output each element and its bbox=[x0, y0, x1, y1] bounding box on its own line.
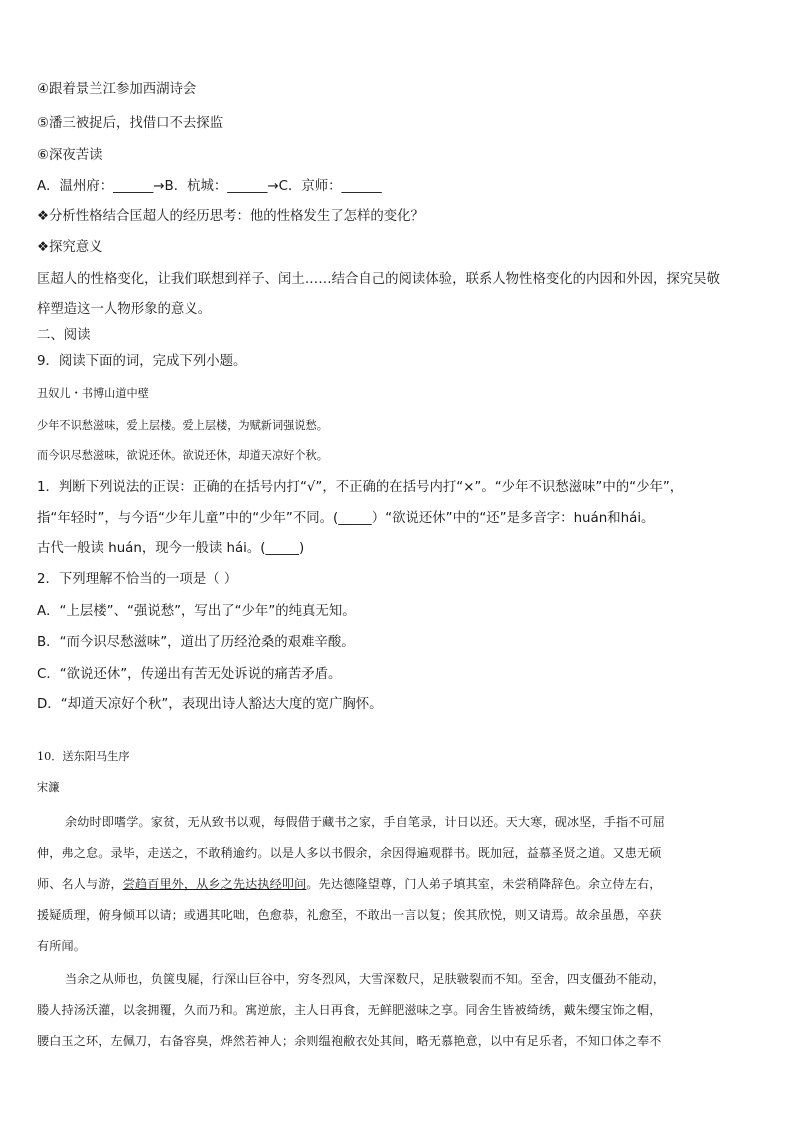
poem-title: 丑奴儿・书博山道中壁 bbox=[37, 387, 149, 400]
explore-paragraph-line: 匡超人的性格变化，让我们联想到祥子、闰土……结合自己的阅读体验，联系人物性格变化的内因和外因，探究吴敬 bbox=[37, 272, 720, 287]
option-d: D．“却道天凉好个秋”，表现出诗人豁达大度的宽广胸怀。 bbox=[37, 697, 383, 712]
analysis-prompt: ❖分析性格结合匡超人的经历思考：他的性格发生了怎样的变化？ bbox=[37, 209, 424, 224]
subquestion-2: 2．下列理解不恰当的一项是（ ） bbox=[37, 572, 238, 587]
list-item-4: ④跟着景兰江参加西湖诗会 bbox=[37, 82, 197, 97]
essay-text: 师、名人与游， bbox=[37, 877, 123, 891]
route-line: A．温州府：______→B．杭城：______→C．京师：______ bbox=[37, 179, 382, 194]
list-item-6: ⑥深夜苦读 bbox=[37, 148, 103, 163]
author-name: 宋濂 bbox=[37, 781, 60, 794]
essay-line: 媵人持汤沃灌，以衾拥覆，久而乃和。寓逆旅，主人日再食，无鲜肥滋味之享。同舍生皆被绮绣，戴朱缨宝饰之帽， bbox=[37, 1003, 662, 1017]
option-c: C．“欲说还休”，传递出有苦无处诉说的痛苦矛盾。 bbox=[37, 667, 342, 682]
underlined-sentence: 尝趋百里外，从乡之先达执经叩问 bbox=[122, 877, 307, 891]
question-9: 9．阅读下面的词，完成下列小题。 bbox=[37, 354, 247, 369]
option-b: B．“而今识尽愁滋味”，道出了历经沧桑的艰难辛酸。 bbox=[37, 635, 355, 650]
list-item-5: ⑤潘三被捉后，找借口不去探监 bbox=[37, 116, 224, 131]
explore-heading: ❖探究意义 bbox=[37, 240, 103, 255]
question-10-title: 10．送东阳马生序 bbox=[37, 750, 130, 763]
poem-line: 少年不识愁滋味，爱上层楼。爱上层楼，为赋新词强说愁。 bbox=[37, 419, 328, 432]
subquestion-1-line: 指“年轻时”，与今语“少年儿童”中的“少年”不同。(_____）“欲说还休”中的“还”是多音字：huán和hái。 bbox=[37, 511, 655, 526]
essay-text: 。先达德隆望尊，门人弟子填其室，未尝稍降辞色。余立侍左右， bbox=[306, 877, 662, 891]
essay-line: 有所闻。 bbox=[37, 939, 86, 953]
essay-line: 余幼时即嗜学。家贫，无从致书以观，每假借于藏书之家，手自笔录，计日以还。天大寒，砚冰坚，手指不可屈 bbox=[65, 815, 665, 829]
essay-line: 援疑质理，俯身倾耳以请；或遇其叱咄，色愈恭，礼愈至，不敢出一言以复；俟其欣悦，则又请焉。故余虽愚，卒获 bbox=[37, 908, 662, 922]
subquestion-1-line: 1．判断下列说法的正误：正确的在括号内打“√”，不正确的在括号内打“×”。“少年不识愁滋味”中的“少年”， bbox=[37, 480, 684, 495]
essay-line: 伸，弗之怠。录毕，走送之，不敢稍逾约。以是人多以书假余，余因得遍观群书。既加冠，益慕圣贤之道。又患无硕 bbox=[37, 846, 662, 860]
essay-line bbox=[37, 874, 661, 894]
poem-line: 而今识尽愁滋味，欲说还休。欲说还休，却道天凉好个秋。 bbox=[37, 449, 328, 462]
subquestion-1-line: 古代一般读 huán，现今一般读 hái。(_____) bbox=[37, 541, 305, 556]
explore-paragraph-line: 梓塑造这一人物形象的意义。 bbox=[37, 302, 212, 317]
essay-line: 腰白玉之环，左佩刀，右备容臭，烨然若神人；余则缊袍敝衣处其间，略无慕艳意，以中有足乐者，不知口体之奉不 bbox=[37, 1034, 662, 1048]
section-heading: 二、阅读 bbox=[37, 328, 91, 343]
essay-line: 当余之从师也，负箧曳屣，行深山巨谷中，穷冬烈风，大雪深数尺，足肤皲裂而不知。至舍，四支僵劲不能动， bbox=[65, 972, 665, 986]
option-a: A．“上层楼”、“强说愁”，写出了“少年”的纯真无知。 bbox=[37, 604, 356, 619]
